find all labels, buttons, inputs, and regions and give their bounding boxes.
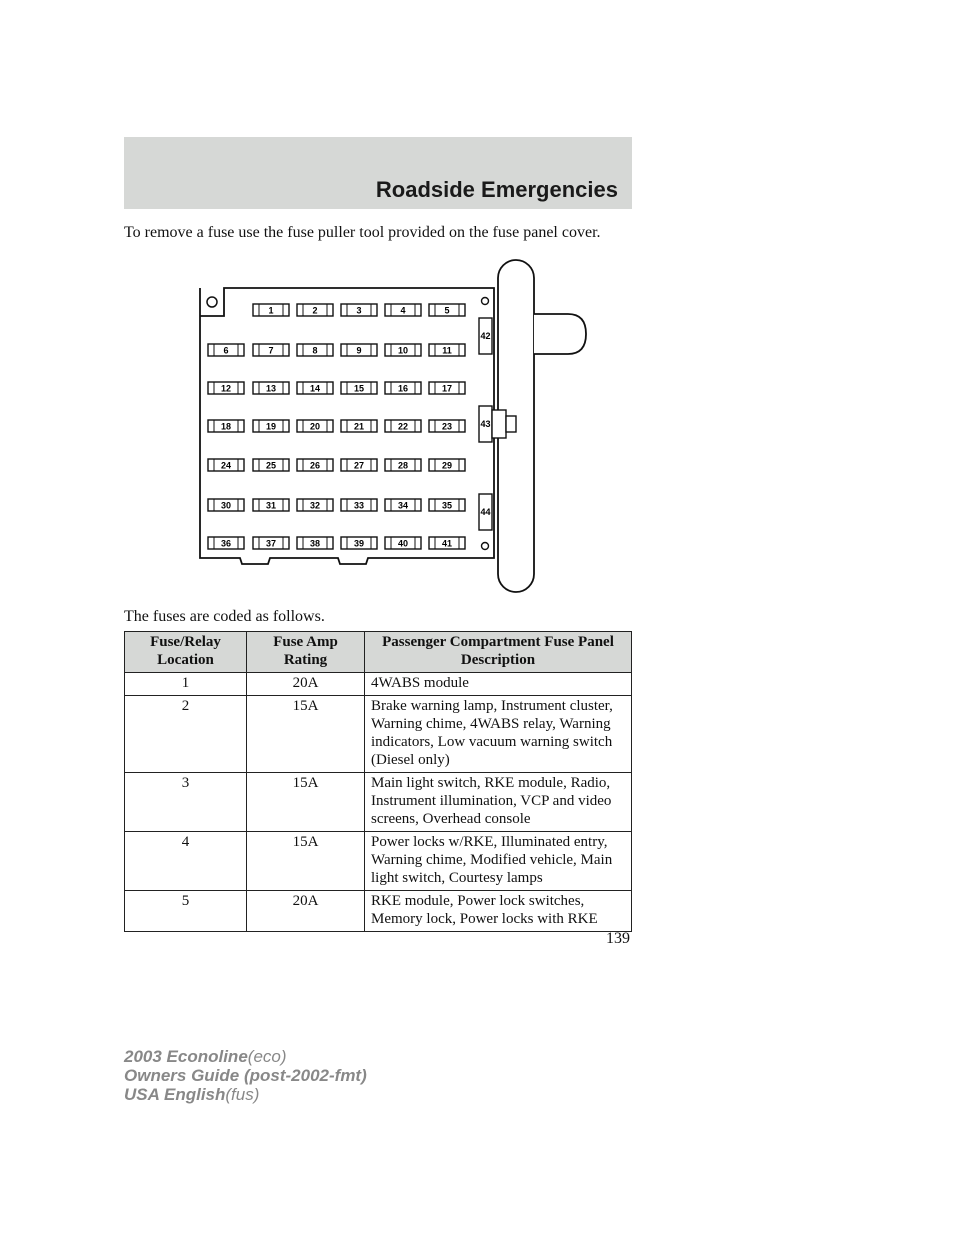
fuse-number: 2 [312, 305, 318, 316]
description-cell: Main light switch, RKE module, Radio, Instrument illumination, VCP and video screens, Overhead console [365, 773, 632, 832]
fuse-grid [208, 304, 465, 549]
fuse-number: 32 [309, 500, 321, 511]
fuse-slot [429, 459, 465, 471]
fuse-slot [341, 537, 377, 549]
fuse-slot [253, 304, 289, 316]
fuse-number: 20 [309, 421, 321, 432]
fuse-number: 9 [356, 345, 362, 356]
mounting-hole [482, 543, 489, 550]
fuse-slot [385, 304, 421, 316]
fuse-slot [208, 499, 244, 511]
fuse-number: 34 [397, 500, 409, 511]
fuse-slot [385, 459, 421, 471]
fuse-number: 22 [397, 421, 409, 432]
fuse-slot [341, 304, 377, 316]
amp-rating-cell: 15A [247, 773, 365, 832]
table-row [125, 673, 632, 696]
fuse-location-cell: 2 [125, 696, 247, 773]
fuse-number: 29 [441, 460, 453, 471]
fuse-number: 4 [400, 305, 406, 316]
fuse-number: 1 [268, 305, 274, 316]
fuse-number: 35 [441, 500, 453, 511]
fuse-slot [479, 494, 492, 530]
fuse-slot [385, 382, 421, 394]
fuse-slot [341, 459, 377, 471]
fuse-number: 14 [309, 383, 321, 394]
footer-line-1: 2003 Econoline(eco) [124, 1047, 287, 1066]
fuse-slot [429, 382, 465, 394]
panel-tab [534, 314, 586, 354]
description-cell: Power locks w/RKE, Illuminated entry, Warning chime, Modified vehicle, Main light switch, Courtesy lamps [365, 832, 632, 891]
fuse-slot [297, 304, 333, 316]
fuse-slot [429, 499, 465, 511]
fuse-slot [253, 382, 289, 394]
table-header-row [125, 632, 632, 673]
fuse-location-cell: 4 [125, 832, 247, 891]
fuse-slot [385, 499, 421, 511]
fuse-location-cell: 1 [125, 673, 247, 696]
fuse-number: 31 [265, 500, 277, 511]
fuse-slot [297, 499, 333, 511]
fuse-slot [297, 382, 333, 394]
fuse-slot [341, 420, 377, 432]
mounting-hole [482, 298, 489, 305]
fuse-slot [297, 344, 333, 356]
fuse-slot [253, 420, 289, 432]
fuse-number: 36 [220, 538, 232, 549]
fuse-slot [297, 420, 333, 432]
fuse-slot [208, 344, 244, 356]
fuse-location-cell: 3 [125, 773, 247, 832]
amp-rating-cell: 20A [247, 673, 365, 696]
fuse-number: 42 [480, 331, 491, 341]
description-cell: RKE module, Power lock switches, Memory lock, Power locks with RKE [365, 891, 632, 932]
fuse-slot [385, 537, 421, 549]
fuse-number: 25 [265, 460, 277, 471]
fuse-number: 44 [480, 507, 491, 517]
fuse-number: 26 [309, 460, 321, 471]
fuse-number: 30 [220, 500, 232, 511]
fuse-slot [208, 382, 244, 394]
fuse-number: 8 [312, 345, 318, 356]
table-row [125, 891, 632, 932]
fuse-slot [208, 420, 244, 432]
fuse-table [124, 631, 632, 932]
column-header: Fuse Amp Rating [247, 632, 365, 673]
fuse-number: 3 [356, 305, 362, 316]
section-title: Roadside Emergencies [375, 177, 618, 202]
fuse-slot [341, 344, 377, 356]
fuse-slot [297, 537, 333, 549]
fuse-number: 13 [265, 383, 277, 394]
fuse-slot [253, 537, 289, 549]
section-header-band [124, 137, 632, 209]
fuse-number: 37 [265, 538, 277, 549]
page-number: 139 [606, 930, 630, 947]
amp-rating-cell: 15A [247, 696, 365, 773]
intro-text: To remove a fuse use the fuse puller tool provided on the fuse panel cover. [124, 224, 601, 241]
fuse-slot [479, 318, 492, 354]
fuse-location-cell: 5 [125, 891, 247, 932]
table-row [125, 696, 632, 773]
fuse-panel-diagram [196, 256, 596, 596]
fuse-slot [341, 382, 377, 394]
fuse-number: 19 [265, 421, 277, 432]
fuse-slot [385, 420, 421, 432]
fuse-number: 5 [444, 305, 450, 316]
fuse-number: 16 [397, 383, 409, 394]
fuse-slot [429, 344, 465, 356]
table-row [125, 832, 632, 891]
fuse-number: 10 [397, 345, 409, 356]
fuse-slot [429, 537, 465, 549]
amp-rating-cell: 15A [247, 832, 365, 891]
table-row [125, 773, 632, 832]
fuse-slot [429, 304, 465, 316]
fuse-slot [341, 499, 377, 511]
column-header: Fuse/Relay Location [125, 632, 247, 673]
fuse-number: 39 [353, 538, 365, 549]
fuse-slot [208, 537, 244, 549]
fuse-slot [429, 420, 465, 432]
fuse-number: 28 [397, 460, 409, 471]
amp-rating-cell: 20A [247, 891, 365, 932]
footer [124, 1047, 367, 1104]
fuse-number: 23 [441, 421, 453, 432]
fuse-number: 41 [441, 538, 453, 549]
fuse-slot [253, 499, 289, 511]
column-header: Passenger Compartment Fuse Panel Description [365, 632, 632, 673]
fuse-slot [385, 344, 421, 356]
fuse-number: 18 [220, 421, 232, 432]
fuse-number: 33 [353, 500, 365, 511]
fuse-number: 38 [309, 538, 321, 549]
fuse-slot [253, 344, 289, 356]
fuse-slot [208, 459, 244, 471]
fuse-slot [253, 459, 289, 471]
fuse-number: 6 [223, 345, 229, 356]
fuse-slot [297, 459, 333, 471]
fuse-number: 40 [397, 538, 409, 549]
description-cell: 4WABS module [365, 673, 632, 696]
fuse-number: 24 [220, 460, 232, 471]
fuse-number: 17 [441, 383, 453, 394]
fuse-number: 15 [353, 383, 365, 394]
description-cell: Brake warning lamp, Instrument cluster, Warning chime, 4WABS relay, Warning indicators, Low vacuum warning switch (Diesel only) [365, 696, 632, 773]
fuse-number: 21 [353, 421, 365, 432]
fuse-number: 11 [442, 345, 452, 356]
mounting-hole [207, 297, 217, 307]
coded-text: The fuses are coded as follows. [124, 608, 325, 625]
footer-line-2: Owners Guide (post-2002-fmt) [124, 1066, 367, 1085]
fuse-number: 43 [480, 419, 491, 429]
fuse-number: 27 [353, 460, 365, 471]
fuse-number: 7 [268, 345, 274, 356]
fuse-number: 12 [220, 383, 232, 394]
footer-line-3: USA English(fus) [124, 1085, 260, 1104]
